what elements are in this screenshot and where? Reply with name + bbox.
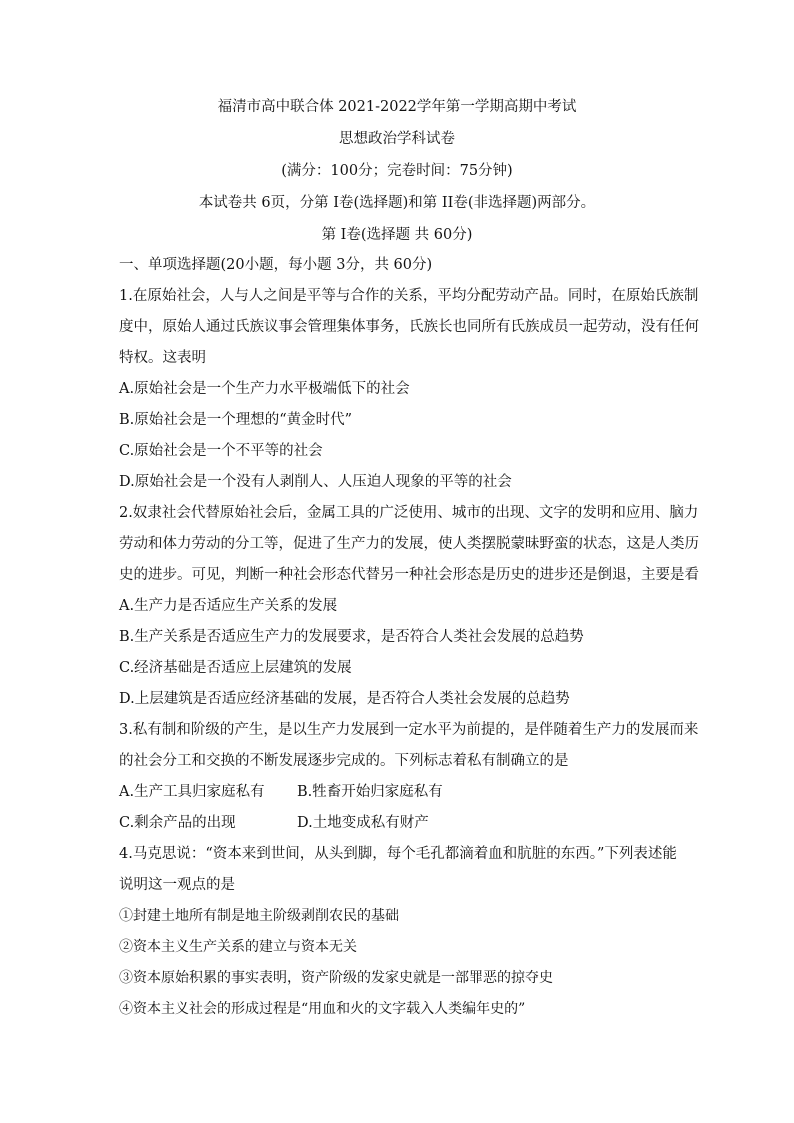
statement-4: ④资本主义社会的形成过程是“用血和火的文字载入人类编年史的” [119,1001,526,1017]
question-1 [119,287,699,492]
exam-meta: (满分：100分；完卷时间：75分钟) [281,163,513,179]
option-b[interactable]: B.原始社会是一个理想的“黄金时代” [119,412,353,428]
question-stem-line: 史的进步。可见，判断一种社会形态代替另一种社会形态是历史的进步还是倒退，主要是看 [119,567,699,583]
options-row [119,783,675,802]
option-c[interactable]: C.剩余产品的出现 [119,815,236,831]
question-stem-line: 3.私有制和阶级的产生，是以生产力发展到一定水平为前提的，是伴随着生产力的发展而来 [119,722,699,738]
question-2 [119,504,699,709]
option-a[interactable]: A.原始社会是一个生产力水平极端低下的社会 [119,381,410,397]
question-stem-line: 度中，原始人通过氏族议事会管理集体事务，氏族长也同所有氏族成员一起劳动，没有任何 [119,319,699,335]
question-stem-line: 劳动和体力劳动的分工等，促进了生产力的发展，使人类摆脱蒙昧野蛮的状态，这是人类历 [119,536,699,552]
question-stem-line: 的社会分工和交换的不断发展逐步完成的。下列标志着私有制确立的是 [119,753,569,769]
option-c[interactable]: C.原始社会是一个不平等的社会 [119,443,323,459]
question-stem-line: 2.奴隶社会代替原始社会后，金属工具的广泛使用、城市的出现、文字的发明和应用、脑力 [119,505,699,521]
option-c[interactable]: C.经济基础是否适应上层建筑的发展 [119,660,352,676]
options-row [119,814,675,833]
statement-3: ③资本原始积累的事实表明，资产阶级的发家史就是一部罪恶的掠夺史 [119,970,553,986]
question-stem-line: 4.马克思说：“资本来到世间，从头到脚，每个毛孔都滴着血和肮脏的东西。”下列表述能 [119,846,677,862]
question-stem-line: 说明这一观点的是 [119,877,235,893]
option-b[interactable]: B.牲畜开始归家庭私有 [297,784,443,800]
statement-1: ①封建土地所有制是地主阶级剥削农民的基础 [119,908,399,924]
option-b[interactable]: B.生产关系是否适应生产力的发展要求，是否符合人类社会发展的总趋势 [119,629,584,645]
exam-page [119,98,699,1019]
question-stem-line: 1.在原始社会，人与人之间是平等与合作的关系，平均分配劳动产品。同时，在原始氏族制 [119,288,699,304]
exam-subject: 思想政治学科试卷 [339,131,455,147]
exam-title: 福清市高中联合体 2021-2022学年第一学期高期中考试 [217,99,577,115]
option-a[interactable]: A.生产力是否适应生产关系的发展 [119,598,338,614]
exam-part-title: 第 I卷(选择题 共 60分) [321,227,473,243]
option-a[interactable]: A.生产工具归家庭私有 [119,784,265,800]
question-4 [119,845,675,1019]
option-d[interactable]: D.土地变成私有财产 [297,815,429,831]
option-d[interactable]: D.上层建筑是否适应经济基础的发展，是否符合人类社会发展的总趋势 [119,691,570,707]
option-d[interactable]: D.原始社会是一个没有人剥削人、人压迫人现象的平等的社会 [119,474,512,490]
exam-note: 本试卷共 6页，分第 I卷(选择题)和第 II卷(非选择题)两部分。 [198,195,596,211]
section-title: 一、单项选择题(20小题，每小题 3分，共 60分) [119,257,433,273]
question-stem-line: 特权。这表明 [119,350,206,366]
statement-2: ②资本主义生产关系的建立与资本无关 [119,939,357,955]
question-3 [119,721,699,833]
